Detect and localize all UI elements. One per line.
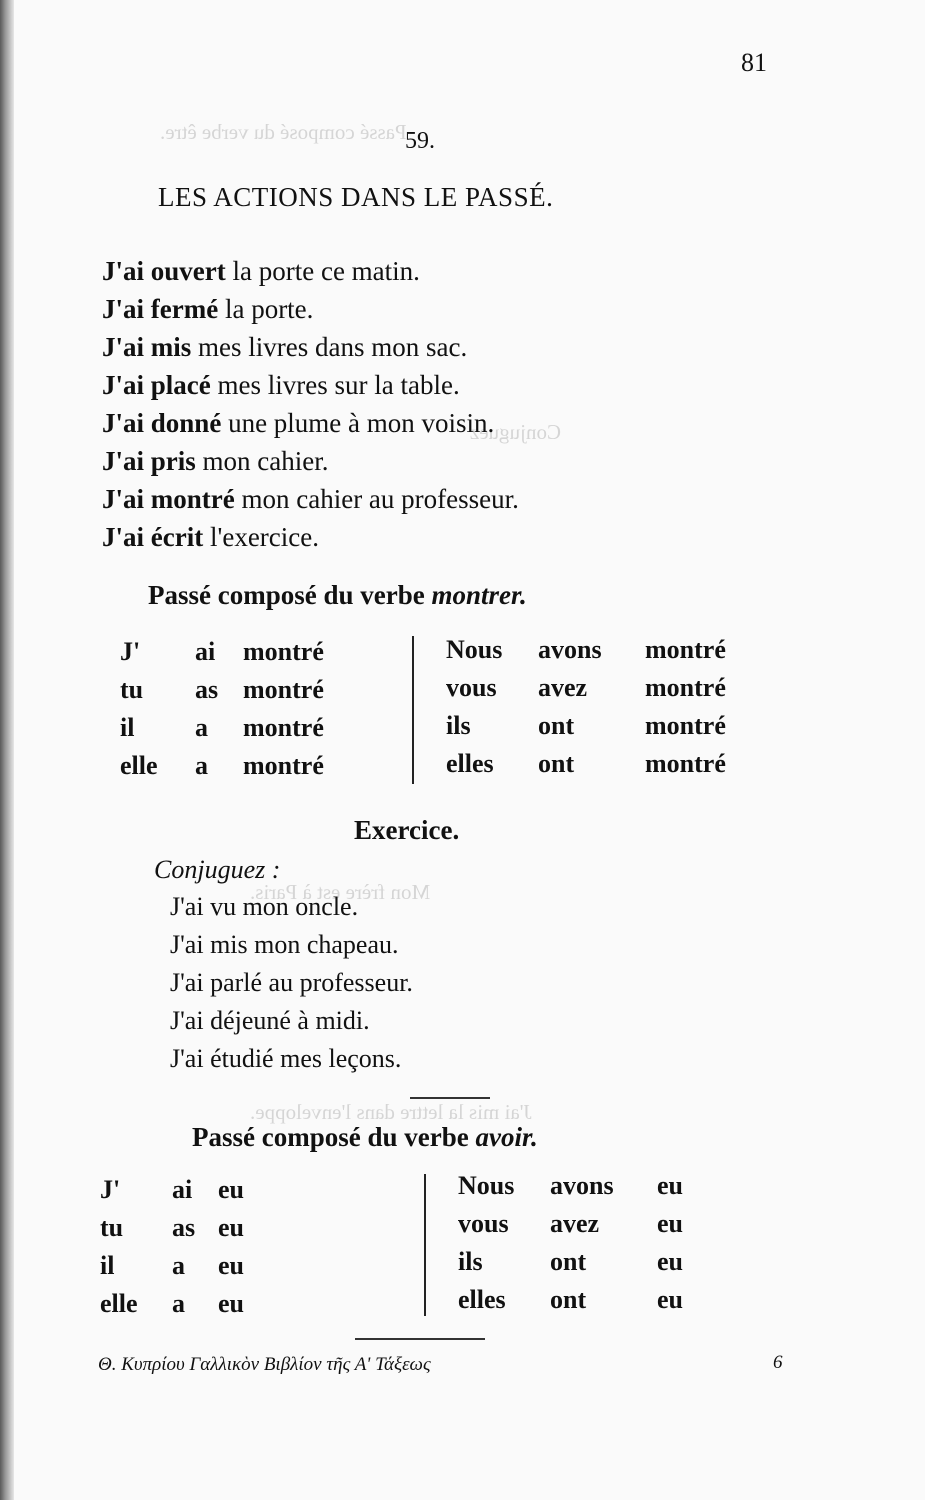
- pronoun: tu: [100, 1213, 124, 1242]
- sentence-line: J'ai mis mes livres dans mon sac.: [102, 332, 468, 362]
- exercise-instruction: Conjuguez :: [154, 855, 281, 884]
- page-number: 81: [741, 48, 767, 77]
- participle: montré: [243, 751, 324, 780]
- auxiliary: ont: [538, 711, 575, 740]
- exercise-item: J'ai étudié mes leçons.: [170, 1044, 402, 1073]
- participle: eu: [657, 1209, 683, 1238]
- example-sentences: [102, 252, 519, 556]
- auxiliary: avez: [538, 673, 588, 702]
- sentence-line: J'ai donné une plume à mon voisin.: [102, 408, 495, 438]
- section-divider: [410, 1097, 490, 1099]
- auxiliary: as: [172, 1213, 196, 1242]
- pronoun: Nous: [458, 1171, 515, 1200]
- auxiliary: avez: [550, 1209, 600, 1238]
- participle: eu: [657, 1171, 683, 1200]
- auxiliary: avons: [550, 1171, 614, 1200]
- auxiliary: a: [172, 1289, 185, 1318]
- pronoun: il: [120, 713, 135, 742]
- participle: montré: [645, 635, 726, 664]
- exercise-title: Exercice.: [354, 815, 460, 845]
- participle: montré: [243, 637, 324, 666]
- participle: eu: [218, 1289, 244, 1318]
- footer-signature-number: 6: [773, 1352, 783, 1373]
- auxiliary: as: [195, 675, 219, 704]
- footer-divider: [355, 1338, 485, 1340]
- pronoun: elles: [458, 1285, 506, 1314]
- participle: eu: [218, 1251, 244, 1280]
- exercise-item: J'ai vu mon oncle.: [170, 892, 359, 921]
- pronoun: ils: [446, 711, 471, 740]
- conjugation-heading-avoir: Passé composé du verbe avoir.: [192, 1122, 538, 1152]
- pronoun: vous: [458, 1209, 509, 1238]
- sentence-line: J'ai montré mon cahier au professeur.: [102, 484, 519, 514]
- participle: eu: [657, 1285, 683, 1314]
- exercise-item: J'ai parlé au professeur.: [170, 968, 413, 997]
- auxiliary: a: [195, 713, 208, 742]
- exercise-item: J'ai déjeuné à midi.: [170, 1006, 370, 1035]
- bleed-through: Mon frère est à Paris.: [250, 880, 431, 904]
- footer-book-title: Θ. Κυπρίου Γαλλικὸν Βιβλίον τῆς Α' Τάξεως: [98, 1354, 431, 1375]
- auxiliary: ont: [538, 749, 575, 778]
- participle: montré: [243, 675, 324, 704]
- participle: eu: [657, 1247, 683, 1276]
- pronoun: elle: [120, 751, 158, 780]
- pronoun: Nous: [446, 635, 503, 664]
- exercise-list: [170, 888, 413, 1078]
- pronoun: elles: [446, 749, 494, 778]
- bleed-through: Conjuguez: [470, 420, 561, 444]
- pronoun: J': [120, 637, 141, 666]
- participle: eu: [218, 1175, 244, 1204]
- pronoun: ils: [458, 1247, 483, 1276]
- sentence-line: J'ai écrit l'exercice.: [102, 522, 319, 552]
- auxiliary: a: [195, 751, 208, 780]
- participle: montré: [645, 711, 726, 740]
- participle: montré: [645, 749, 726, 778]
- participle: eu: [218, 1213, 244, 1242]
- sentence-line: J'ai fermé la porte.: [102, 294, 314, 324]
- exercise-item: J'ai mis mon chapeau.: [170, 930, 399, 959]
- pronoun: vous: [446, 673, 497, 702]
- pronoun: tu: [120, 675, 144, 704]
- sentence-line: J'ai ouvert la porte ce matin.: [102, 256, 420, 286]
- pronoun: il: [100, 1251, 115, 1280]
- column-divider: [412, 636, 414, 784]
- bleed-through: Passé composé du verbe être.: [160, 120, 407, 144]
- bleed-through: J'ai mis la lettre dans l'enveloppe.: [250, 1100, 532, 1124]
- lesson-number: 59.: [405, 128, 435, 154]
- participle: montré: [243, 713, 324, 742]
- sentence-line: J'ai pris mon cahier.: [102, 446, 329, 476]
- conjugation-heading-montrer: Passé composé du verbe montrer.: [148, 580, 527, 610]
- participle: montré: [645, 673, 726, 702]
- auxiliary: ai: [195, 637, 216, 666]
- auxiliary: ai: [172, 1175, 193, 1204]
- auxiliary: a: [172, 1251, 185, 1280]
- auxiliary: ont: [550, 1247, 587, 1276]
- page-edge: [0, 0, 14, 1500]
- pronoun: J': [100, 1175, 121, 1204]
- lesson-title: LES ACTIONS DANS LE PASSÉ.: [158, 182, 554, 212]
- auxiliary: ont: [550, 1285, 587, 1314]
- sentence-line: J'ai placé mes livres sur la table.: [102, 370, 460, 400]
- auxiliary: avons: [538, 635, 602, 664]
- pronoun: elle: [100, 1289, 138, 1318]
- column-divider: [424, 1174, 426, 1316]
